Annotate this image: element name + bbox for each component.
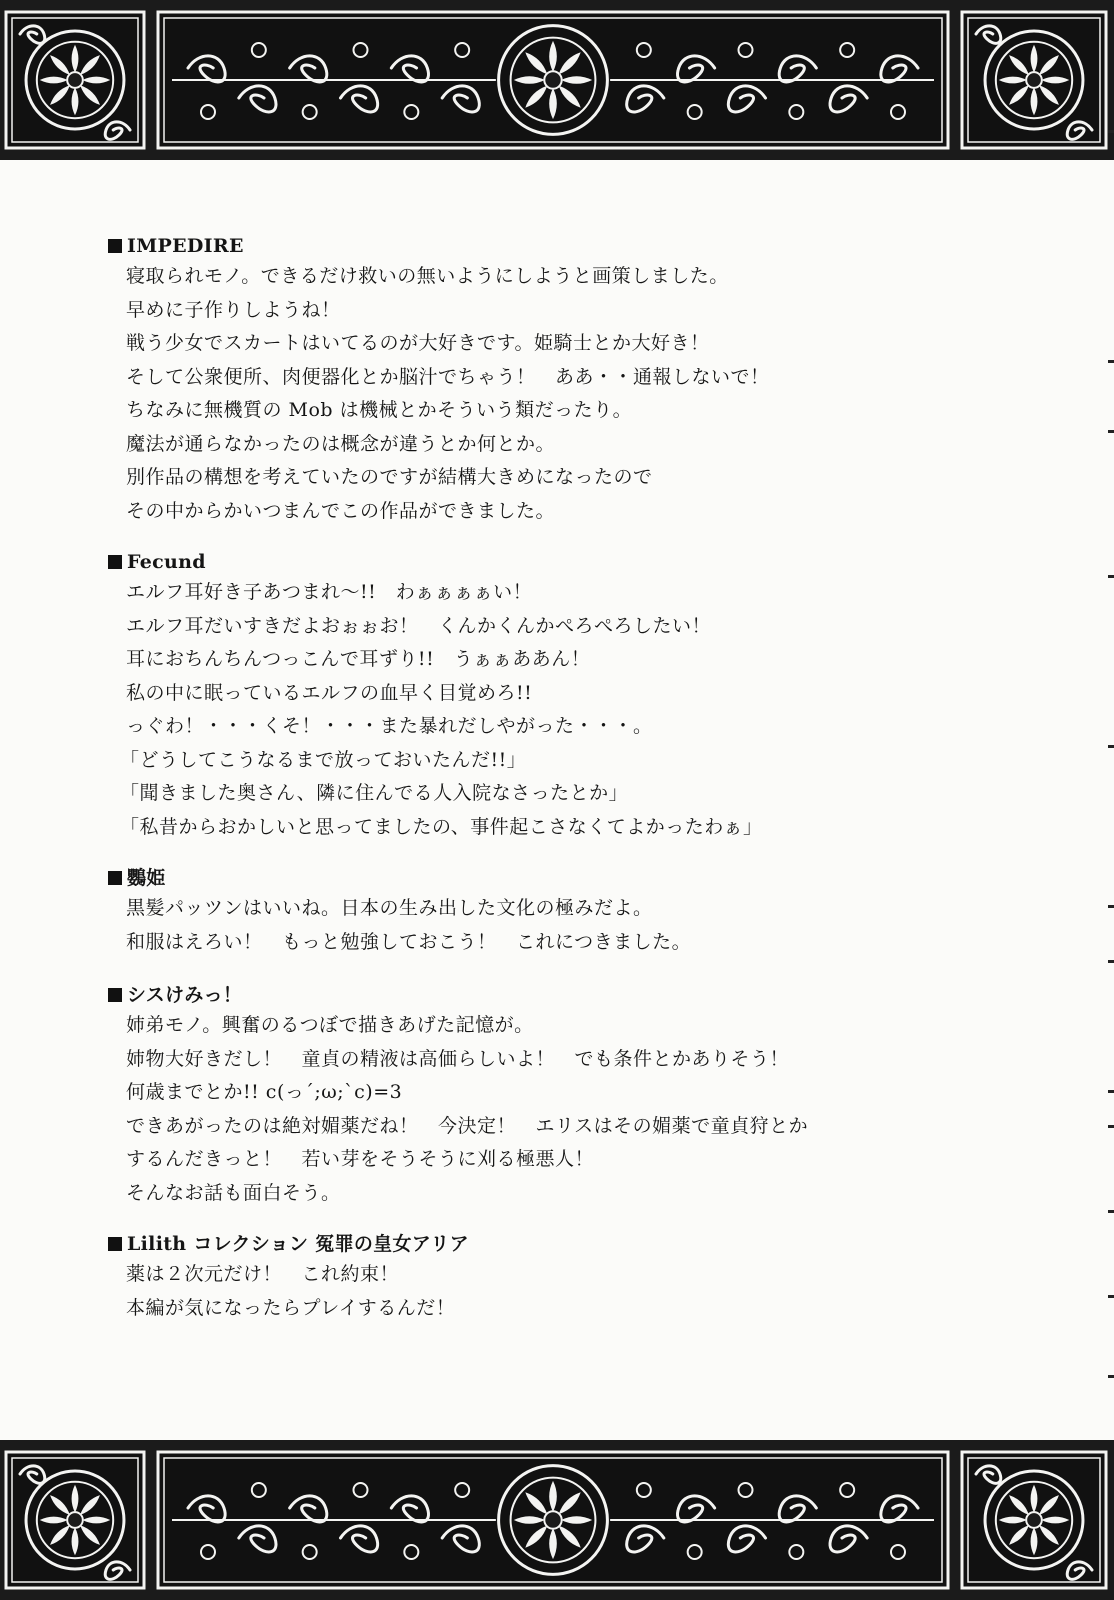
text-line: するんだきっと！ 若い芽をそうそうに刈る極悪人！ bbox=[126, 1148, 595, 1170]
ornament-pattern bbox=[0, 0, 1114, 160]
text-line: そんなお話も面白そう。 bbox=[126, 1181, 341, 1204]
margin-tick bbox=[1108, 1210, 1114, 1213]
text-line: っぐわ！・・・くそ！・・・また暴れだしやがった・・・。 bbox=[126, 715, 653, 737]
section-impedire bbox=[108, 232, 1008, 528]
text-line: その中からかいつまんでこの作品ができました。 bbox=[126, 499, 556, 522]
margin-tick bbox=[1108, 1375, 1114, 1378]
margin-tick bbox=[1108, 1295, 1114, 1298]
section-heading: Lilith コレクション 冤罪の皇女アリア bbox=[108, 1230, 1008, 1258]
text-line: 寝取られモノ。できるだけ救いの無いようにしようと画策しました。 bbox=[126, 265, 729, 287]
text-line: 黒髪パッツンはいいね。日本の生み出した文化の極みだよ。 bbox=[126, 897, 653, 919]
margin-tick bbox=[1108, 905, 1114, 908]
margin-tick bbox=[1108, 575, 1114, 578]
margin-ticks bbox=[1108, 0, 1114, 1600]
section-ouki bbox=[108, 864, 1008, 959]
margin-tick bbox=[1108, 745, 1114, 748]
square-bullet-icon bbox=[108, 988, 122, 1002]
margin-tick bbox=[1108, 960, 1114, 963]
margin-tick bbox=[1108, 360, 1114, 363]
margin-tick bbox=[1108, 1090, 1114, 1093]
section-fecund bbox=[108, 548, 1008, 844]
text-line: 私の中に眠っているエルフの血早く目覚めろ!! bbox=[126, 681, 533, 704]
text-line: 魔法が通らなかったのは概念が違うとか何とか。 bbox=[126, 432, 556, 455]
text-line: 早めに子作りしようね！ bbox=[126, 298, 341, 321]
text-line: 「私昔からおかしいと思ってましたの、事件起こさなくてよかったわぁ」 bbox=[120, 815, 763, 838]
text-line: 別作品の構想を考えていたのですが結構大きめになったので bbox=[126, 466, 653, 488]
square-bullet-icon bbox=[108, 239, 122, 253]
margin-tick bbox=[1108, 430, 1114, 433]
text-line: 姉物大好きだし！ 童貞の精液は高価らしいよ！ でも条件とかありそう！ bbox=[126, 1047, 790, 1070]
text-line: 耳におちんちんつっこんで耳ずり!! うぁぁああん！ bbox=[126, 648, 591, 670]
square-bullet-icon bbox=[108, 871, 122, 885]
section-lilith-collection bbox=[108, 1230, 1008, 1325]
text-line: 和服はえろい！ もっと勉強しておこう！ これにつきました。 bbox=[126, 930, 692, 953]
square-bullet-icon bbox=[108, 555, 122, 569]
text-line: 薬は２次元だけ！ これ約束！ bbox=[126, 1263, 400, 1285]
bottom-ornamental-border bbox=[0, 1440, 1114, 1600]
text-line: できあがったのは絶対媚薬だね！ 今決定！ エリスはその媚薬で童貞狩とか bbox=[126, 1114, 809, 1137]
text-line: 「聞きました奥さん、隣に住んでる人入院なさったとか」 bbox=[120, 782, 629, 804]
top-ornamental-border bbox=[0, 0, 1114, 160]
afterword-text bbox=[108, 232, 1008, 1345]
section-heading: シスけみっ！ bbox=[108, 981, 1008, 1009]
section-heading: Fecund bbox=[108, 548, 1008, 576]
text-line: エルフ耳だいすきだよおぉぉお！ くんかくんかぺろぺろしたい！ bbox=[126, 614, 712, 637]
section-sis-kemi bbox=[108, 981, 1008, 1210]
text-line: そして公衆便所、肉便器化とか脳汁でちゃう！ ああ・・通報しないで！ bbox=[126, 365, 770, 388]
section-heading: 鸚姫 bbox=[108, 864, 1008, 892]
section-heading: IMPEDIRE bbox=[108, 232, 1008, 260]
text-line: 戦う少女でスカートはいてるのが大好きです。姫騎士とか大好き！ bbox=[126, 332, 710, 354]
ornament-pattern bbox=[0, 1440, 1114, 1600]
square-bullet-icon bbox=[108, 1237, 122, 1251]
margin-tick bbox=[1108, 1125, 1114, 1128]
text-line: 姉弟モノ。興奮のるつぼで描きあげた記憶が。 bbox=[126, 1014, 534, 1036]
text-line: 本編が気になったらプレイするんだ！ bbox=[126, 1296, 456, 1319]
text-line: 「どうしてこうなるまで放っておいたんだ!!」 bbox=[120, 748, 527, 771]
text-line: ちなみに無機質の Mob は機械とかそういう類だったり。 bbox=[126, 399, 633, 421]
text-line: エルフ耳好き子あつまれ〜!! わぁぁぁぁい！ bbox=[126, 581, 533, 603]
text-line: 何歳までとか!! c(っ´;ω;`c)=3 bbox=[126, 1081, 403, 1103]
margin-tick bbox=[1108, 130, 1114, 133]
